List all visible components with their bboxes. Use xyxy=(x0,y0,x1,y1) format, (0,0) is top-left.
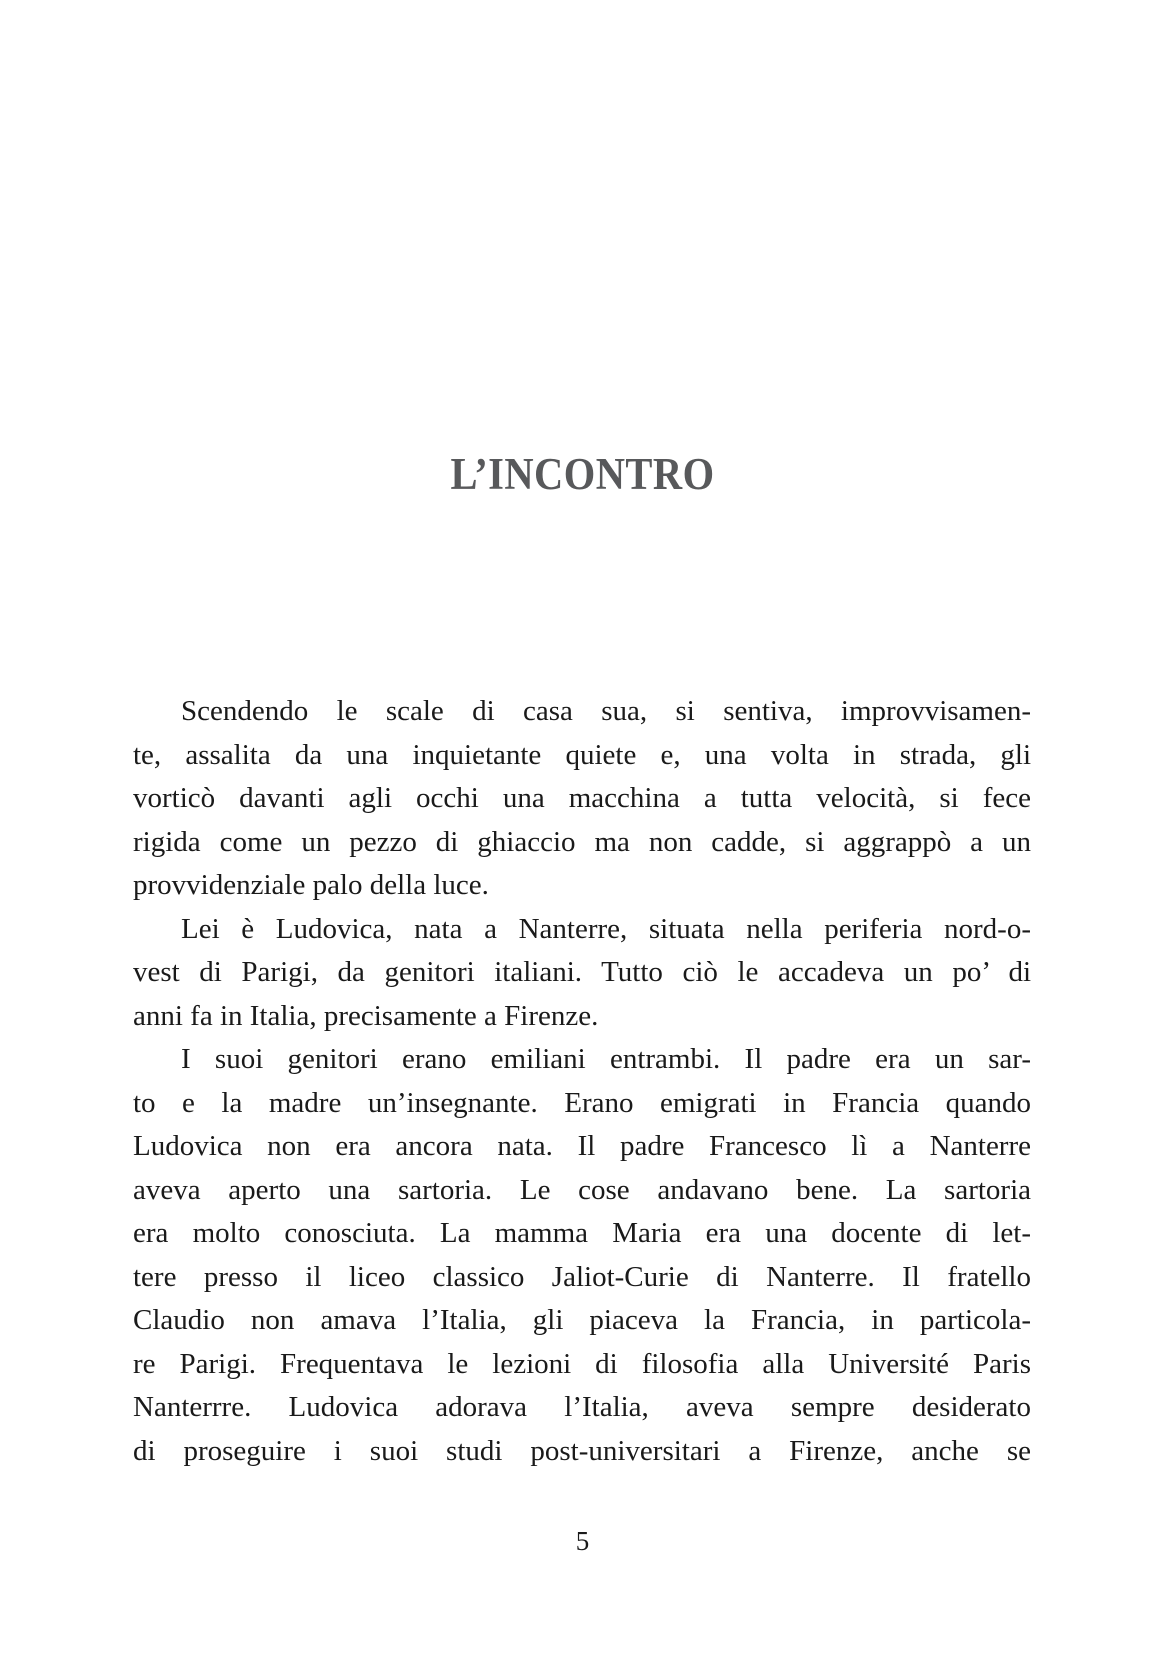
page-number: 5 xyxy=(575,1526,590,1556)
text-line: di proseguire i suoi studi post-universitari a Firenze, anche se xyxy=(133,1434,1031,1467)
text-line: to e la madre un’insegnante. Erano emigrati in Francia quando xyxy=(133,1086,1031,1119)
paragraph xyxy=(133,908,1031,1039)
paragraph xyxy=(133,1038,1031,1473)
body-text xyxy=(133,690,1031,1473)
text-line: vest di Parigi, da genitori italiani. Tutto ciò le accadeva un po’ di xyxy=(133,956,1031,988)
text-line: te, assalita da una inquietante quiete e, una volta in strada, gli xyxy=(133,738,1031,771)
text-line: tere presso il liceo classico Jaliot-Curie di Nanterre. Il fratello xyxy=(133,1260,1031,1293)
text-line: rigida come un pezzo di ghiaccio ma non cadde, si aggrappò a un xyxy=(133,825,1031,858)
text-line: vorticò davanti agli occhi una macchina a tutta velocità, si fece xyxy=(133,782,1031,814)
text-line: Claudio non amava l’Italia, gli piaceva la Francia, in particola- xyxy=(133,1304,1031,1336)
text-line: Scendendo le scale di casa sua, si sentiva, improvvisamen- xyxy=(181,695,1031,727)
text-line: provvidenziale palo della luce. xyxy=(133,869,489,901)
text-line: re Parigi. Frequentava le lezioni di filosofia alla Université Paris xyxy=(133,1347,1031,1380)
text-line: Lei è Ludovica, nata a Nanterre, situata nella periferia nord-o- xyxy=(181,912,1031,945)
paragraph xyxy=(133,690,1031,908)
chapter-title: L’INCONTRO xyxy=(450,449,715,499)
text-line: I suoi genitori erano emiliani entrambi. Il padre era un sar- xyxy=(181,1043,1031,1075)
text-line: era molto conosciuta. La mamma Maria era una docente di let- xyxy=(133,1217,1031,1249)
text-line: anni fa in Italia, precisamente a Firenze. xyxy=(133,999,599,1032)
text-line: Ludovica non era ancora nata. Il padre Francesco lì a Nanterre xyxy=(133,1130,1031,1162)
text-line: Nanterrre. Ludovica adorava l’Italia, aveva sempre desiderato xyxy=(133,1391,1031,1423)
text-line: aveva aperto una sartoria. Le cose andavano bene. La sartoria xyxy=(133,1173,1031,1206)
